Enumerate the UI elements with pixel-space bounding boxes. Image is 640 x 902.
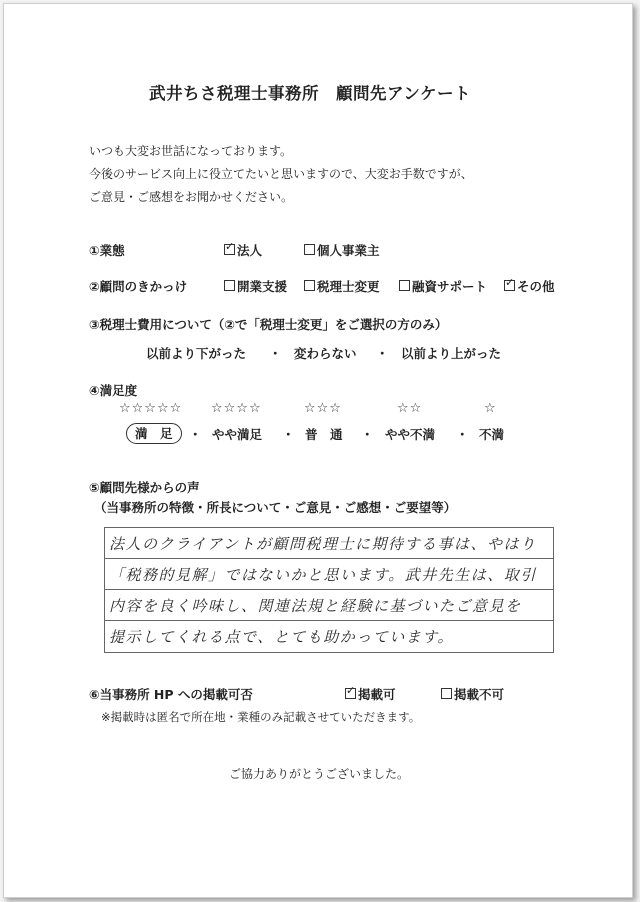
q3-choice-same[interactable]: 変わらない <box>294 346 357 361</box>
checkbox[interactable] <box>224 280 235 291</box>
rating-separator: ・ <box>456 427 469 442</box>
rating-neutral[interactable]: 普 通 <box>305 427 343 442</box>
q1-option-sole-proprietor[interactable]: 個人事業主 <box>304 241 380 259</box>
rating-somewhat-satisfied[interactable]: やや満足 <box>212 427 263 442</box>
survey-sheet <box>3 3 633 898</box>
checkbox[interactable] <box>304 244 315 255</box>
q2-option-financing[interactable]: 融資サポート <box>399 277 487 295</box>
q3-choice-lower[interactable]: 以前より下がった <box>146 346 247 361</box>
q5-sublabel: （当事務所の特徴・所長について・ご意見・ご感想・ご要望等） <box>94 500 457 515</box>
q6-note: ※掲載時は匿名で所在地・業種のみ記載させていただきます。 <box>101 710 421 724</box>
q2-option-other[interactable]: ✓ その他 <box>504 277 555 295</box>
q3-choice-higher[interactable]: 以前より上がった <box>401 346 502 361</box>
rating-separator: ・ <box>189 427 202 442</box>
checkbox-checked[interactable] <box>345 688 356 699</box>
q2-option-tax-change[interactable]: 税理士変更 <box>304 277 380 295</box>
stars-1-icon: ☆ <box>484 401 497 416</box>
survey-title: 武井ちさ税理士事務所 顧問先アンケート <box>149 84 472 103</box>
checkbox[interactable] <box>399 280 410 291</box>
q2-label: ②顧問のきかっけ <box>89 279 188 294</box>
intro-line-3: ご意見・ご感想をお聞かせください。 <box>89 190 294 204</box>
rating-separator: ・ <box>361 427 374 442</box>
q1-label: ①業態 <box>89 243 125 258</box>
stars-4-icon: ☆☆☆☆ <box>211 401 262 416</box>
q5-label: ⑤顧問先様からの声 <box>89 480 200 495</box>
comment-line-4: 提示してくれる点で、とても助かっています。 <box>109 628 455 646</box>
comment-line-1: 法人のクライアントが顧問税理士に期待する事は、やはり <box>105 529 553 559</box>
rating-satisfied[interactable]: 満 足 <box>126 424 182 442</box>
stars-5-icon: ☆☆☆☆☆ <box>119 401 183 416</box>
checkbox[interactable] <box>441 688 452 699</box>
comment-box[interactable] <box>104 527 554 653</box>
rating-somewhat-dissatisfied[interactable]: やや不満 <box>385 427 436 442</box>
q6-option-disallow[interactable]: 掲載不可 <box>441 685 504 703</box>
rating-dissatisfied[interactable]: 不満 <box>479 427 505 442</box>
q6-label: ⑥当事務所 HP への掲載可否 <box>89 687 253 702</box>
checkbox-checked[interactable] <box>224 244 235 255</box>
comment-line-3: 内容を良く吟味し、関連法規と経験に基づいたご意見を <box>105 591 553 621</box>
intro-line-1: いつも大変お世話になっております。 <box>89 144 293 158</box>
q3-label: ③税理士費用について（②で「税理士変更」をご選択の方のみ） <box>89 317 448 332</box>
rating-separator: ・ <box>282 427 295 442</box>
q4-label: ④満足度 <box>89 383 138 398</box>
comment-line-2: 「税務的見解」ではないかと思います。武井先生は、取引 <box>105 560 553 590</box>
intro-line-2: 今後のサービス向上に役立てたいと思いますので、大変お手数ですが、 <box>89 167 473 181</box>
q3-separator: ・ <box>269 346 282 361</box>
checkbox[interactable] <box>304 280 315 291</box>
checkbox-checked[interactable] <box>504 280 515 291</box>
stars-3-icon: ☆☆☆ <box>304 401 342 416</box>
q3-separator: ・ <box>376 346 389 361</box>
stars-2-icon: ☆☆ <box>397 401 423 416</box>
q2-option-startup[interactable]: 開業支援 <box>224 277 287 295</box>
q1-option-corporation[interactable]: ✓ 法人 <box>224 241 262 259</box>
q6-option-allow[interactable]: ✓ 掲載可 <box>345 685 396 703</box>
thanks-message: ご協力ありがとうございました。 <box>229 767 410 781</box>
